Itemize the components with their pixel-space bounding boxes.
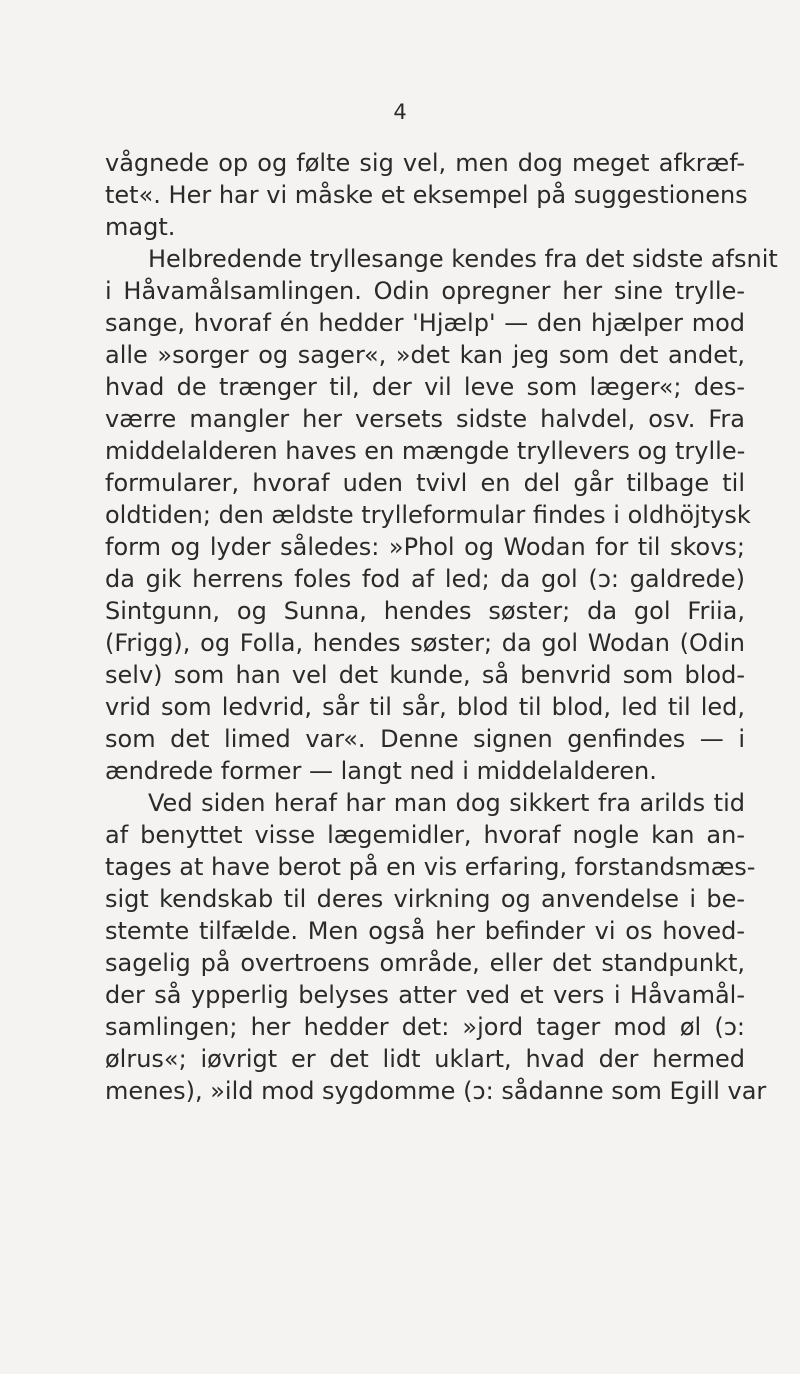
text-line: stemte tilfælde. Men også her befinder vi os hoved- [105, 917, 745, 945]
text-line: middelalderen haves en mængde tryllevers og trylle- [105, 437, 746, 465]
text-line: (Frigg), og Folla, hendes søster; da gol Wodan (Odin [105, 629, 745, 657]
text-line: magt. [105, 213, 176, 241]
text-line: tages at have berot på en vis erfaring, forstandsmæs- [105, 853, 756, 881]
text-line: der så ypperlig belyses atter ved et vers i Håvamål- [105, 981, 745, 1009]
text-line: Sintgunn, og Sunna, hendes søster; da gol Friia, [105, 597, 745, 625]
text-line: samlingen; her hedder det: »jord tager mod øl (ɔ: [105, 1013, 745, 1041]
text-line: som det limed var«. Denne signen genfindes — i [105, 725, 745, 753]
text-line: værre mangler her versets sidste halvdel, osv. Fra [105, 405, 745, 433]
text-line: sange, hvoraf én hedder 'Hjælp' — den hjælper mod [105, 309, 745, 337]
text-line: i Håvamålsamlingen. Odin opregner her sine trylle- [105, 277, 745, 305]
text-line: sagelig på overtroens område, eller det standpunkt, [105, 949, 745, 977]
text-line: alle »sorger og sager«, »det kan jeg som det andet, [105, 341, 745, 369]
paragraph-start-line: Helbredende tryllesange kendes fra det sidste afsnit [148, 245, 778, 273]
text-line: formularer, hvoraf uden tvivl en del går tilbage til [105, 469, 745, 497]
text-line: form og lyder således: »Phol og Wodan for til skovs; [105, 533, 745, 561]
text-line: oldtiden; den ældste trylleformular findes i oldhöjtysk [105, 501, 751, 529]
text-line: hvad de trænger til, der vil leve som læger«; des- [105, 373, 745, 401]
text-line: vågnede op og følte sig vel, men dog meget afkræf- [105, 149, 745, 177]
paragraph-start-line: Ved siden heraf har man dog sikkert fra arilds tid [148, 789, 745, 817]
page-number: 4 [393, 100, 407, 124]
text-line: ølrus«; iøvrigt er det lidt uklart, hvad der hermed [105, 1045, 745, 1073]
text-line: da gik herrens foles fod af led; da gol (ɔ: galdrede) [105, 565, 745, 593]
text-line: vrid som ledvrid, sår til sår, blod til blod, led til led, [105, 693, 745, 721]
text-line: menes), »ild mod sygdomme (ɔ: sådanne som Egill var [105, 1077, 767, 1105]
text-line: ændrede former — langt ned i middelalderen. [105, 757, 657, 785]
text-line: tet«. Her har vi måske et eksempel på suggestionens [105, 181, 748, 209]
text-line: selv) som han vel det kunde, så benvrid som blod- [105, 661, 745, 689]
text-line: af benyttet visse lægemidler, hvoraf nogle kan an- [105, 821, 745, 849]
body-text [105, 147, 778, 1107]
text-line: sigt kendskab til deres virkning og anvendelse i be- [105, 885, 745, 913]
